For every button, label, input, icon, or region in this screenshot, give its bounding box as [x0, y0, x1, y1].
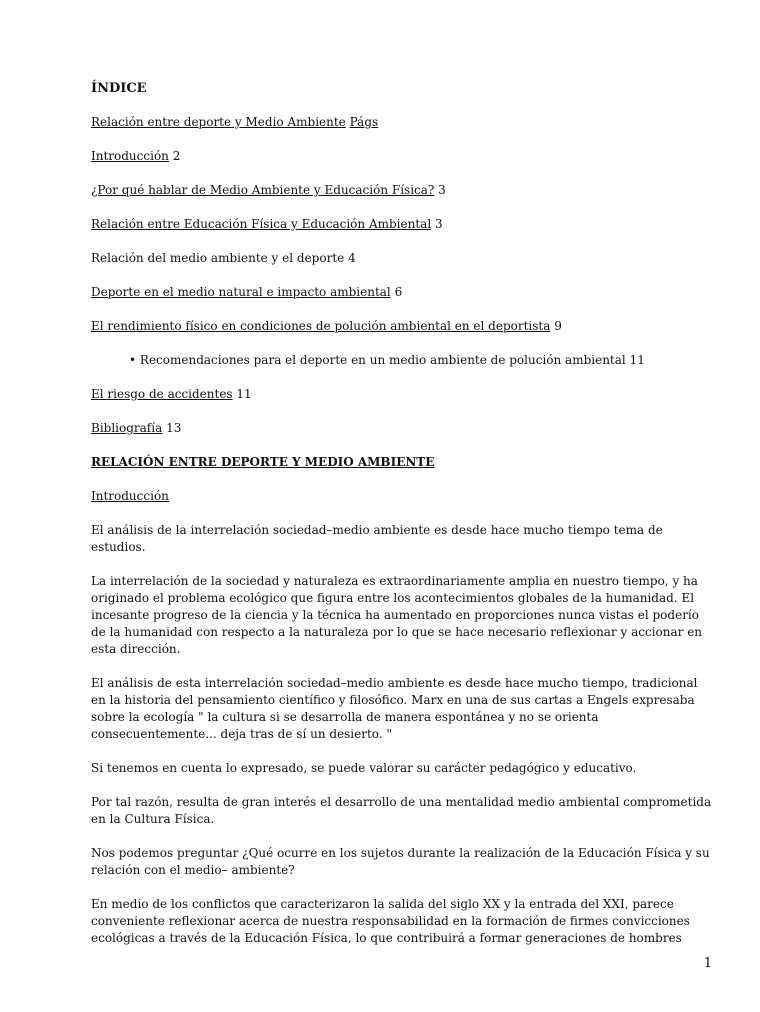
- document-page: [91, 80, 716, 964]
- toc-entry-label[interactable]: ¿Por qué hablar de Medio Ambiente y Educación Física?: [91, 183, 435, 197]
- toc-entry[interactable]: [91, 148, 716, 165]
- toc-entry[interactable]: [91, 182, 716, 199]
- toc-entry[interactable]: [91, 420, 716, 437]
- paragraph: Si tenemos en cuenta lo expresado, se puede valorar su carácter pedagógico y educativo.: [91, 761, 637, 775]
- toc-bullet-entry[interactable]: [129, 352, 716, 369]
- bullet-icon: •: [129, 353, 137, 367]
- toc-entry[interactable]: [91, 250, 716, 267]
- toc-header-label: Relación entre deporte y Medio Ambiente: [91, 115, 346, 129]
- toc-entry-label[interactable]: Introducción: [91, 149, 169, 163]
- subsection-title: Introducción: [91, 489, 169, 503]
- paragraph: Nos podemos preguntar ¿Qué ocurre en los sujetos durante la realización de la Educación Física y su relación con el medio– ambiente?: [91, 846, 710, 877]
- toc-entry[interactable]: [91, 318, 716, 335]
- toc-entry[interactable]: [91, 216, 716, 233]
- toc-entry-page: 2: [172, 149, 181, 163]
- toc-pages-label: Págs: [349, 115, 379, 129]
- toc-entry[interactable]: [91, 386, 716, 403]
- toc-entry-label[interactable]: Relación entre Educación Física y Educación Ambiental: [91, 217, 432, 231]
- section-title: RELACIÓN ENTRE DEPORTE Y MEDIO AMBIENTE: [91, 455, 435, 469]
- paragraph: En medio de los conflictos que caracterizaron la salida del siglo XX y la entrada del XXI, parece conveniente reflexionar acerca de nuestra responsabilidad en la formación de firmes convicciones ecológicas a través de la Educación Física, lo que contribuirá a formar generaciones de hombres: [91, 897, 690, 945]
- toc-entry-page: 11: [629, 353, 645, 367]
- paragraph: El análisis de esta interrelación sociedad–medio ambiente es desde hace mucho tiempo, tradicional en la historia del pensamiento científico y filosófico. Marx en una de sus cartas a Engels expresaba sobre la ecología " la cultura si se desarrolla de manera espontánea y no se orienta consecuentemente... deja tras de sí un desierto. ": [91, 676, 698, 741]
- toc-entry-label[interactable]: Bibliografía: [91, 421, 163, 435]
- paragraph: El análisis de la interrelación sociedad–medio ambiente es desde hace mucho tiempo tema de estudios.: [91, 523, 663, 554]
- toc-entry-page: 3: [438, 183, 446, 197]
- toc-entry-label[interactable]: Recomendaciones para el deporte en un medio ambiente de polución ambiental: [139, 353, 626, 367]
- toc-entry-page: 13: [166, 421, 182, 435]
- index-title: ÍNDICE: [91, 81, 147, 96]
- toc-entry-page: 3: [434, 217, 443, 231]
- paragraph: Por tal razón, resulta de gran interés el desarrollo de una mentalidad medio ambiental comprometida en la Cultura Física.: [91, 795, 712, 826]
- toc-entry[interactable]: [91, 284, 716, 301]
- toc-header: [91, 114, 716, 131]
- toc-entry-page: 11: [236, 387, 252, 401]
- toc-entry-label[interactable]: Relación del medio ambiente y el deporte: [91, 251, 345, 265]
- toc-entry-page: 4: [348, 251, 356, 265]
- toc-entry-page: 6: [394, 285, 403, 299]
- toc-entry-page: 9: [554, 319, 562, 333]
- page-number: 1: [703, 956, 712, 971]
- toc-entry-label[interactable]: El riesgo de accidentes: [91, 387, 233, 401]
- paragraph: La interrelación de la sociedad y naturaleza es extraordinariamente amplia en nuestro tiempo, y ha originado el problema ecológico que figura entre los acontecimientos globales de la humanidad. El incesante progreso de la ciencia y la técnica ha aumentado en proporciones nunca vistas el poderío de la humanidad con respecto a la naturaleza por lo que se hace necesario reflexionar y accionar en esta dirección.: [91, 574, 703, 656]
- toc-entry-label[interactable]: El rendimiento físico en condiciones de polución ambiental en el deportista: [91, 319, 551, 333]
- toc-entry-label[interactable]: Deporte en el medio natural e impacto ambiental: [91, 285, 391, 299]
